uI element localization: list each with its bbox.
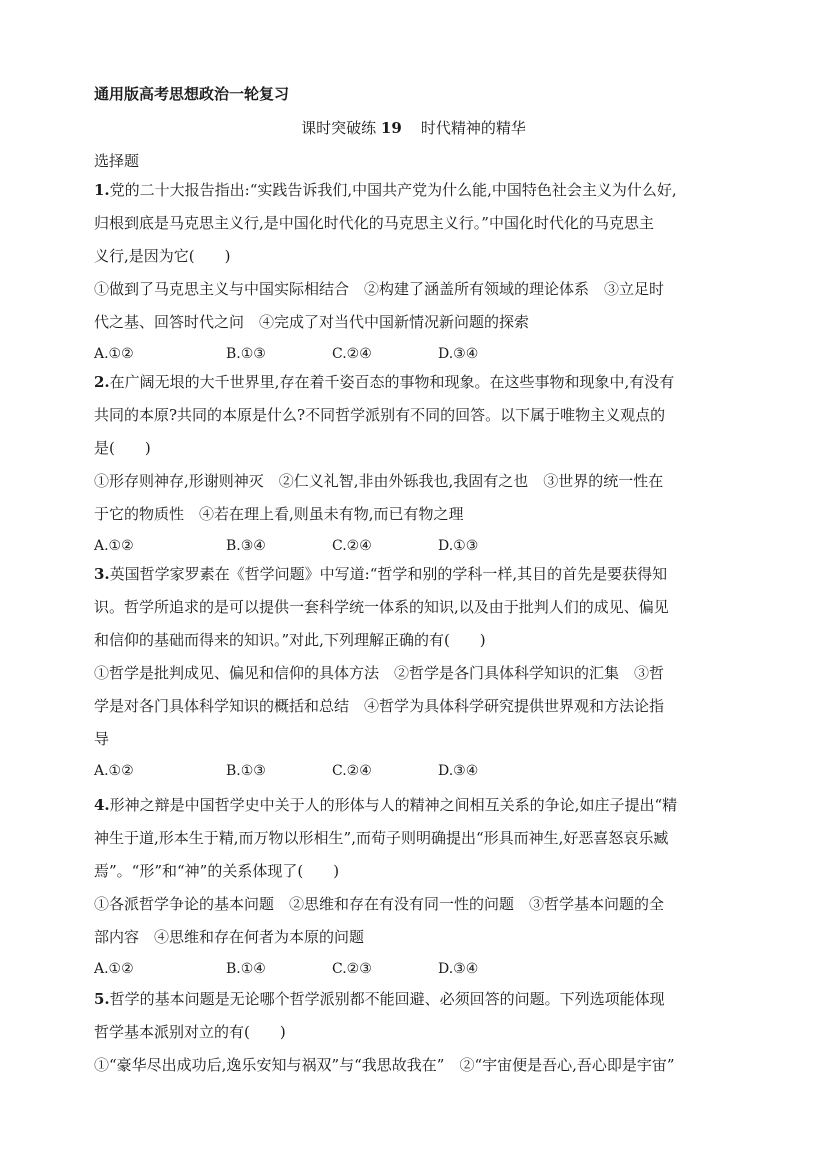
answer-option-b[interactable]: B.①③ xyxy=(226,346,266,362)
title-number: 19 xyxy=(380,119,402,137)
question-text-line: 焉”。“形”和“神”的关系体现了( ) xyxy=(94,862,340,880)
answer-option-c[interactable]: C.②③ xyxy=(332,961,372,977)
answer-option-b[interactable]: B.①④ xyxy=(226,961,266,977)
question-text-line: 学是对各门具体科学知识的概括和总结 ④哲学为具体科学研究提供世界观和方法论指 xyxy=(94,697,665,715)
question-text-line: ①做到了马克思主义与中国实际相结合 ②构建了涵盖所有领域的理论体系 ③立足时 xyxy=(94,280,665,298)
question-text-line: 识。哲学所追求的是可以提供一套科学统一体系的知识,以及由于批判人们的成见、偏见 xyxy=(94,598,669,616)
question-text-line: ①“豪华尽出成功后,逸乐安知与祸双”与“我思故我在” ②“宇宙便是吾心,吾心即是宇宙” xyxy=(94,1056,675,1074)
question-text-line: 代之基、回答时代之问 ④完成了对当代中国新情况新问题的探索 xyxy=(94,313,530,331)
answer-option-d[interactable]: D.③④ xyxy=(438,961,479,977)
question-text-line: 部内容 ④思维和存在何者为本原的问题 xyxy=(94,928,365,946)
question-text-line: ①哲学是批判成见、偏见和信仰的具体方法 ②哲学是各门具体科学知识的汇集 ③哲 xyxy=(94,664,665,682)
question-text-line: 神生于道,形本生于精,而万物以形相生”,而荀子则明确提出“形具而神生,好恶喜怒哀乐臧 xyxy=(94,829,669,847)
question-text: 在广阔无垠的大千世界里,存在着千姿百态的事物和现象。在这些事物和现象中,有没有 xyxy=(109,373,675,391)
question-stem-line xyxy=(94,795,734,815)
answer-option-b[interactable]: B.①③ xyxy=(226,763,266,779)
question-text: 形神之辩是中国哲学史中关于人的形体与人的精神之间相互关系的争论,如庄子提出“精 xyxy=(109,796,678,814)
question-text-line: 共同的本原?共同的本原是什么?不同哲学派别有不同的回答。以下属于唯物主义观点的 xyxy=(94,406,666,424)
question-text-line: 是( ) xyxy=(94,439,151,457)
answer-option-a[interactable]: A.①② xyxy=(94,538,134,554)
answer-option-a[interactable]: A.①② xyxy=(94,763,134,779)
question-number: 5. xyxy=(94,990,110,1008)
answer-option-a[interactable]: A.①② xyxy=(94,346,134,362)
title-prefix: 课时突破练 xyxy=(301,119,377,137)
answer-option-c[interactable]: C.②④ xyxy=(332,538,372,554)
question-stem-line xyxy=(94,564,734,584)
question-text-line: 导 xyxy=(94,730,110,748)
question-number: 3. xyxy=(94,565,110,583)
question-text: 哲学的基本问题是无论哪个哲学派别都不能回避、必须回答的问题。下列选项能体现 xyxy=(109,990,665,1008)
answer-option-c[interactable]: C.②④ xyxy=(332,763,372,779)
question-stem-line xyxy=(94,989,734,1009)
question-stem-line xyxy=(94,180,734,200)
question-text-line: 于它的物质性 ④若在理上看,则虽未有物,而已有物之理 xyxy=(94,505,464,523)
answer-option-a[interactable]: A.①② xyxy=(94,961,134,977)
section-heading: 选择题 xyxy=(94,152,140,170)
lesson-title xyxy=(0,117,827,138)
answer-option-c[interactable]: C.②④ xyxy=(332,346,372,362)
question-text-line: 哲学基本派别对立的有( ) xyxy=(94,1023,286,1041)
answer-option-d[interactable]: D.③④ xyxy=(438,763,479,779)
question-text-line: 义行,是因为它( ) xyxy=(94,247,231,265)
question-text-line: ①各派哲学争论的基本问题 ②思维和存在有没有同一性的问题 ③哲学基本问题的全 xyxy=(94,895,665,913)
document-header: 通用版高考思想政治一轮复习 xyxy=(94,85,290,103)
question-text-line: 归根到底是马克思主义行,是中国化时代化的马克思主义行。”中国化时代化的马克思主 xyxy=(94,214,654,232)
question-number: 2. xyxy=(94,373,110,391)
question-text: 英国哲学家罗素在《哲学问题》中写道:“哲学和别的学科一样,其目的首先是要获得知 xyxy=(109,565,668,583)
answer-option-d[interactable]: D.①③ xyxy=(438,538,479,554)
answer-option-b[interactable]: B.③④ xyxy=(226,538,266,554)
question-number: 1. xyxy=(94,181,110,199)
question-text-line: 和信仰的基础而得来的知识。”对此,下列理解正确的有( ) xyxy=(94,631,486,649)
answer-option-d[interactable]: D.③④ xyxy=(438,346,479,362)
question-stem-line xyxy=(94,372,734,392)
question-text-line: ①形存则神存,形谢则神灭 ②仁义礼智,非由外铄我也,我固有之也 ③世界的统一性在 xyxy=(94,472,664,490)
question-number: 4. xyxy=(94,796,110,814)
title-name: 时代精神的精华 xyxy=(420,119,526,137)
question-text: 党的二十大报告指出:“实践告诉我们,中国共产党为什么能,中国特色社会主义为什么好, xyxy=(109,181,677,199)
